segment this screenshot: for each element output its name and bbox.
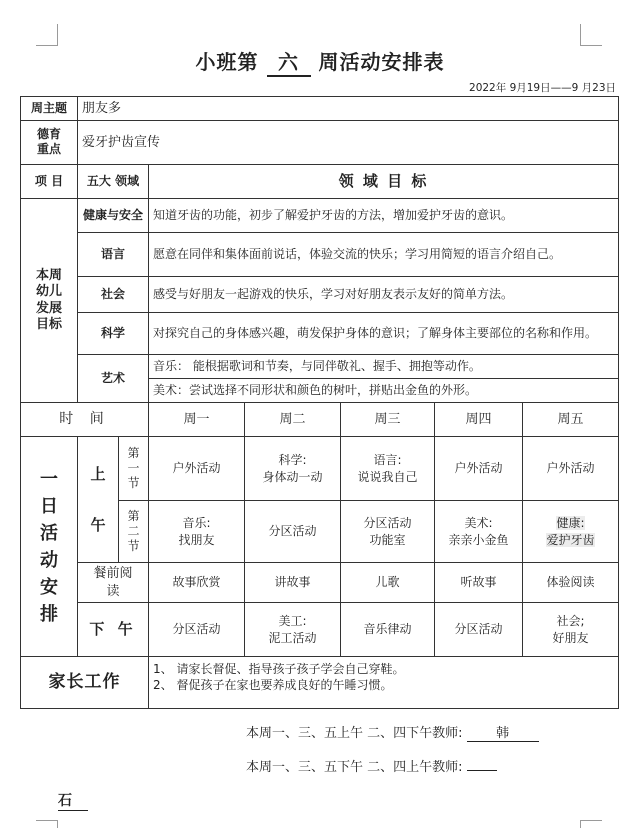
schedule-cell: 美术: 亲亲小金鱼 bbox=[435, 501, 523, 563]
schedule-row-pre-meal bbox=[21, 563, 619, 603]
domain-label-social: 社会 bbox=[78, 277, 149, 313]
goal-art-craft: 美术：尝试选择不同形状和颜色的树叶，拼贴出金鱼的外形。 bbox=[149, 379, 619, 403]
goal-row bbox=[21, 233, 619, 277]
goal-row bbox=[21, 277, 619, 313]
schedule-cell: 分区活动 bbox=[149, 603, 245, 657]
goal-social: 感受与好朋友一起游戏的快乐，学习对好朋友表示友好的简单方法。 bbox=[149, 277, 619, 313]
parent-work-items: 1、 请家长督促、指导孩子孩子学会自己穿鞋。 2、 督促孩子在家也要养成良好的午睡习惯。 bbox=[149, 657, 619, 709]
morning-label: 上午 bbox=[90, 464, 106, 534]
schedule-cell: 故事欣赏 bbox=[149, 563, 245, 603]
day-friday: 周五 bbox=[523, 403, 619, 437]
schedule-cell bbox=[523, 501, 619, 563]
domain-goal-label: 领 域 目 标 bbox=[149, 165, 619, 199]
schedule-cell: 户外活动 bbox=[523, 437, 619, 501]
item-label: 项 目 bbox=[21, 165, 78, 199]
moral-label: 德育重点 bbox=[37, 127, 62, 157]
crop-mark-top-left bbox=[36, 24, 58, 46]
schedule-cell: 音乐律动 bbox=[341, 603, 435, 657]
first-period-label: 第一节 bbox=[127, 445, 140, 490]
goal-health: 知道牙齿的功能，初步了解爱护牙齿的方法，增加爱护牙齿的意识。 bbox=[149, 199, 619, 233]
signature-line-2-text: 本周一、三、五下午 二、四上午教师: bbox=[246, 760, 463, 775]
schedule-cell: 讲故事 bbox=[245, 563, 341, 603]
weekly-plan-table bbox=[20, 96, 619, 709]
title-prefix: 小班第 bbox=[195, 50, 259, 74]
goal-row bbox=[21, 199, 619, 233]
schedule-cell: 美工: 泥工活动 bbox=[245, 603, 341, 657]
domain-label-art: 艺术 bbox=[78, 355, 149, 403]
schedule-cell: 户外活动 bbox=[435, 437, 523, 501]
theme-row bbox=[21, 97, 619, 121]
domain-label-science: 科学 bbox=[78, 313, 149, 355]
time-label: 时 间 bbox=[21, 403, 149, 437]
schedule-cell: 社会; 好朋友 bbox=[523, 603, 619, 657]
schedule-cell: 儿歌 bbox=[341, 563, 435, 603]
goal-language: 愿意在同伴和集体面前说话，体验交流的快乐；学习用简短的语言介绍自己。 bbox=[149, 233, 619, 277]
goal-row bbox=[21, 355, 619, 379]
days-header-row bbox=[21, 403, 619, 437]
teacher-name-2 bbox=[467, 770, 497, 771]
schedule-cell: 体验阅读 bbox=[523, 563, 619, 603]
schedule-row-afternoon bbox=[21, 603, 619, 657]
bottom-teacher-name: 石 bbox=[58, 790, 88, 811]
teacher-name-1: 韩 bbox=[467, 722, 539, 742]
afternoon-label: 下 午 bbox=[78, 603, 149, 657]
day-wednesday: 周三 bbox=[341, 403, 435, 437]
schedule-cell: 听故事 bbox=[435, 563, 523, 603]
parent-work-row bbox=[21, 657, 619, 709]
title-suffix: 周活动安排表 bbox=[318, 50, 445, 74]
title-week-number: 六 bbox=[267, 46, 311, 77]
goal-row bbox=[21, 313, 619, 355]
second-period-label: 第二节 bbox=[127, 508, 140, 553]
goal-science: 对探究自己的身体感兴趣，萌发保护身体的意识；了解身体主要部位的名称和作用。 bbox=[149, 313, 619, 355]
signature-line-1 bbox=[246, 722, 539, 742]
day-thursday: 周四 bbox=[435, 403, 523, 437]
schedule-row-first-period bbox=[21, 437, 619, 501]
schedule-cell: 科学: 身体动一动 bbox=[245, 437, 341, 501]
schedule-cell: 户外活动 bbox=[149, 437, 245, 501]
domain-label-health: 健康与安全 bbox=[78, 199, 149, 233]
date-range: 2022年 9月19日——9 月23日 bbox=[469, 82, 616, 94]
goals-header-row bbox=[21, 165, 619, 199]
pre-meal-label: 餐前阅读 bbox=[78, 563, 149, 603]
schedule-cell: 语言: 说说我自己 bbox=[341, 437, 435, 501]
moral-row bbox=[21, 121, 619, 165]
five-domains-label: 五大 领域 bbox=[78, 165, 149, 199]
crop-mark-bottom-right bbox=[580, 820, 602, 828]
moral-value: 爱牙护齿宣传 bbox=[78, 121, 619, 165]
schedule-cell: 分区活动 bbox=[435, 603, 523, 657]
schedule-cell: 分区活动 功能室 bbox=[341, 501, 435, 563]
parent-work-label: 家长工作 bbox=[21, 657, 149, 709]
schedule-cell: 音乐: 找朋友 bbox=[149, 501, 245, 563]
day-tuesday: 周二 bbox=[245, 403, 341, 437]
schedule-cell-highlight: 健康: 爱护牙齿 bbox=[546, 516, 595, 547]
goal-art-music: 音乐： 能根据歌词和节奏，与同伴敬礼、握手、拥抱等动作。 bbox=[149, 355, 619, 379]
domain-label-language: 语言 bbox=[78, 233, 149, 277]
signature-line-2 bbox=[246, 756, 497, 775]
schedule-cell: 分区活动 bbox=[245, 501, 341, 563]
signature-line-1-text: 本周一、三、五上午 二、四下午教师: bbox=[246, 726, 463, 741]
crop-mark-top-right bbox=[580, 24, 602, 46]
weekly-goals-label: 本周幼儿发展目标 bbox=[36, 268, 63, 332]
theme-label: 周主题 bbox=[21, 97, 78, 121]
daily-schedule-label: 一日活动安排 bbox=[40, 468, 58, 625]
day-monday: 周一 bbox=[149, 403, 245, 437]
theme-value: 朋友多 bbox=[78, 97, 619, 121]
crop-mark-bottom-left bbox=[36, 820, 58, 828]
page-title bbox=[0, 46, 640, 77]
